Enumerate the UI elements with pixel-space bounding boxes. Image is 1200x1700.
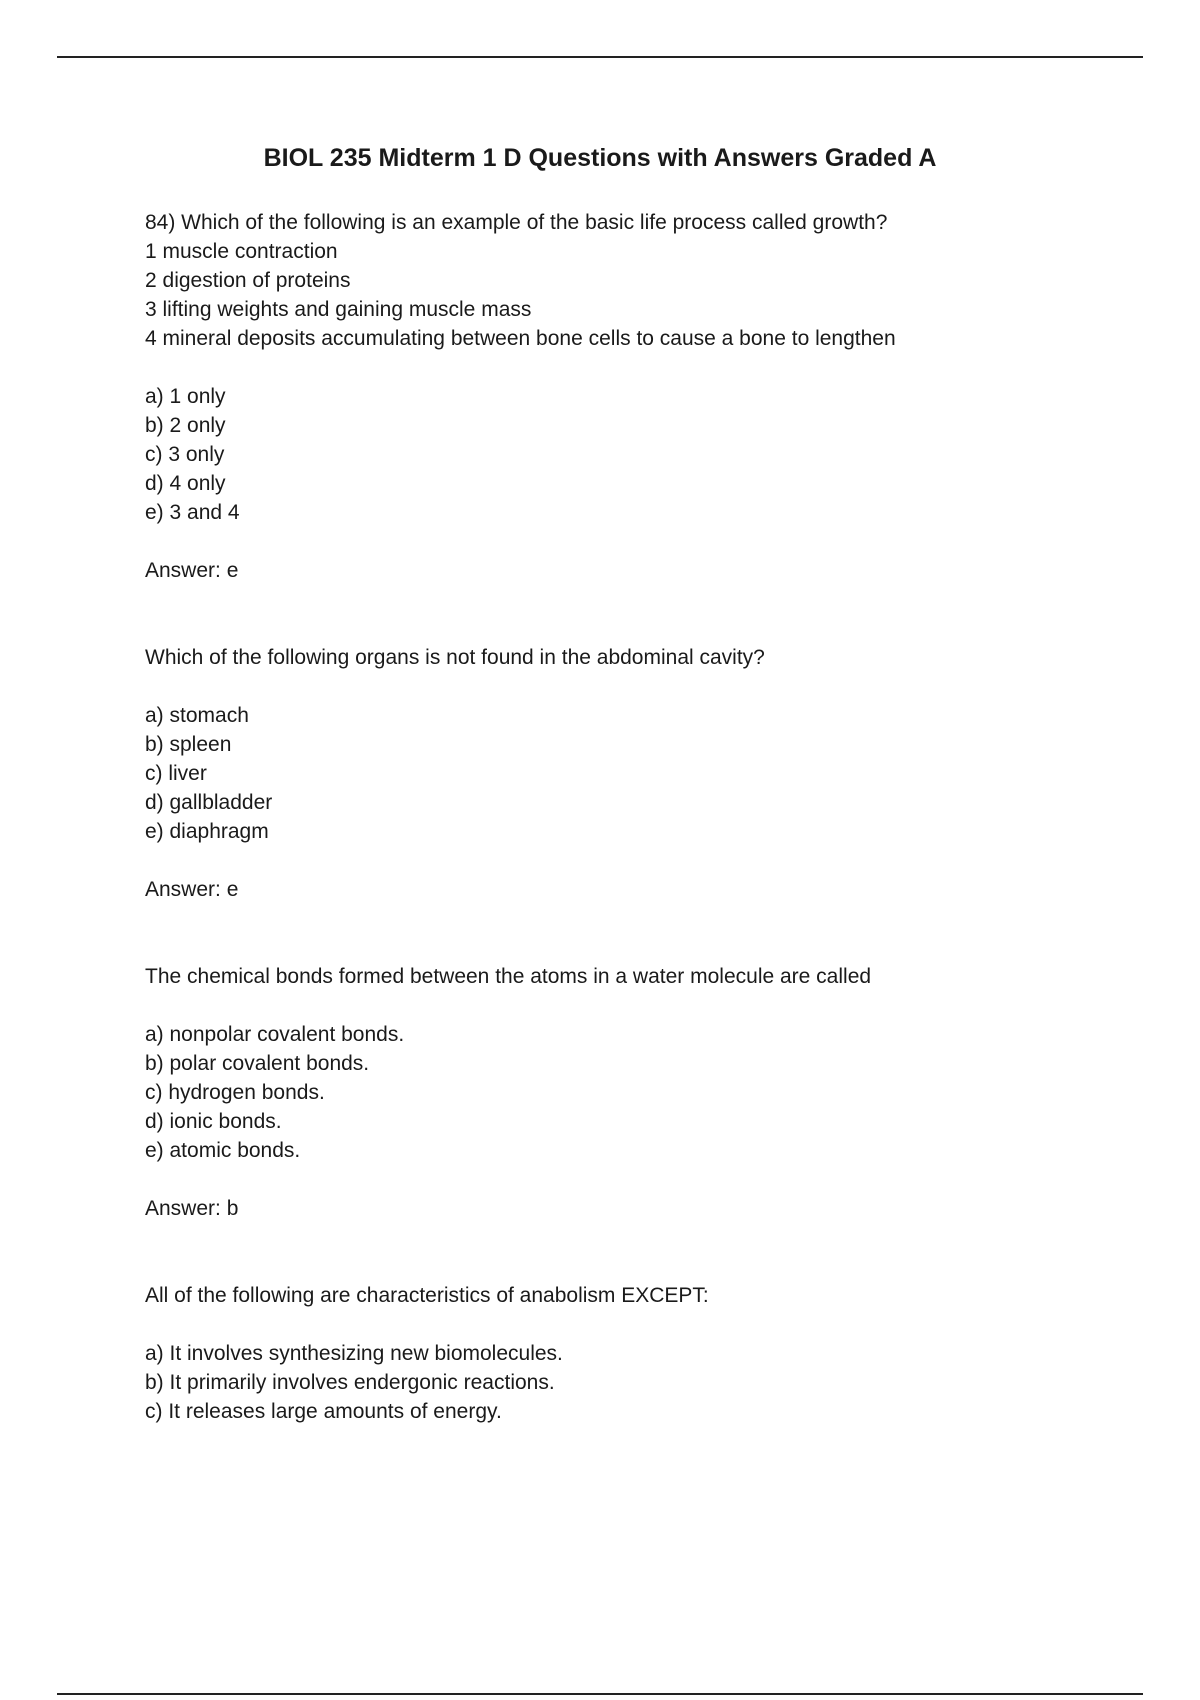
option-item: c) hydrogen bonds. xyxy=(145,1081,325,1104)
bottom-divider xyxy=(57,1693,1143,1695)
question-text: 84) Which of the following is an example of the basic life process called growth? xyxy=(145,211,888,234)
answer-text: Answer: e xyxy=(145,878,239,901)
question-block xyxy=(145,643,1125,904)
option-list xyxy=(145,1339,1125,1426)
question-text: The chemical bonds formed between the atoms in a water molecule are called xyxy=(145,965,872,988)
option-item: e) atomic bonds. xyxy=(145,1139,301,1162)
option-item: d) ionic bonds. xyxy=(145,1110,282,1133)
option-item: d) gallbladder xyxy=(145,791,273,814)
option-item: b) spleen xyxy=(145,733,232,756)
option-item: c) liver xyxy=(145,762,207,785)
option-item: c) 3 only xyxy=(145,443,225,466)
option-item: a) 1 only xyxy=(145,385,226,408)
question-block xyxy=(145,1281,1125,1426)
option-item: a) It involves synthesizing new biomolecules. xyxy=(145,1342,563,1365)
statement-item: 4 mineral deposits accumulating between bone cells to cause a bone to lengthen xyxy=(145,327,896,350)
statement-item: 3 lifting weights and gaining muscle mass xyxy=(145,298,532,321)
option-item: b) It primarily involves endergonic reactions. xyxy=(145,1371,555,1394)
option-item: e) 3 and 4 xyxy=(145,501,240,524)
question-text: Which of the following organs is not found in the abdominal cavity? xyxy=(145,646,765,669)
option-item: b) 2 only xyxy=(145,414,226,437)
statement-list xyxy=(145,237,1125,353)
option-item: c) It releases large amounts of energy. xyxy=(145,1400,502,1423)
option-item: b) polar covalent bonds. xyxy=(145,1052,370,1075)
question-block xyxy=(145,962,1125,1223)
option-item: a) stomach xyxy=(145,704,249,727)
option-list xyxy=(145,382,1125,527)
statement-item: 2 digestion of proteins xyxy=(145,269,351,292)
answer-text: Answer: e xyxy=(145,559,239,582)
top-divider xyxy=(57,56,1143,58)
answer-text: Answer: b xyxy=(145,1197,239,1220)
question-block xyxy=(145,208,1125,585)
option-list xyxy=(145,701,1125,846)
option-item: d) 4 only xyxy=(145,472,226,495)
document-body xyxy=(145,208,1125,1484)
question-text: All of the following are characteristics of anabolism EXCEPT: xyxy=(145,1284,709,1307)
option-item: e) diaphragm xyxy=(145,820,269,843)
page-title: BIOL 235 Midterm 1 D Questions with Answers Graded A xyxy=(263,144,937,172)
statement-item: 1 muscle contraction xyxy=(145,240,338,263)
option-list xyxy=(145,1020,1125,1165)
option-item: a) nonpolar covalent bonds. xyxy=(145,1023,405,1046)
